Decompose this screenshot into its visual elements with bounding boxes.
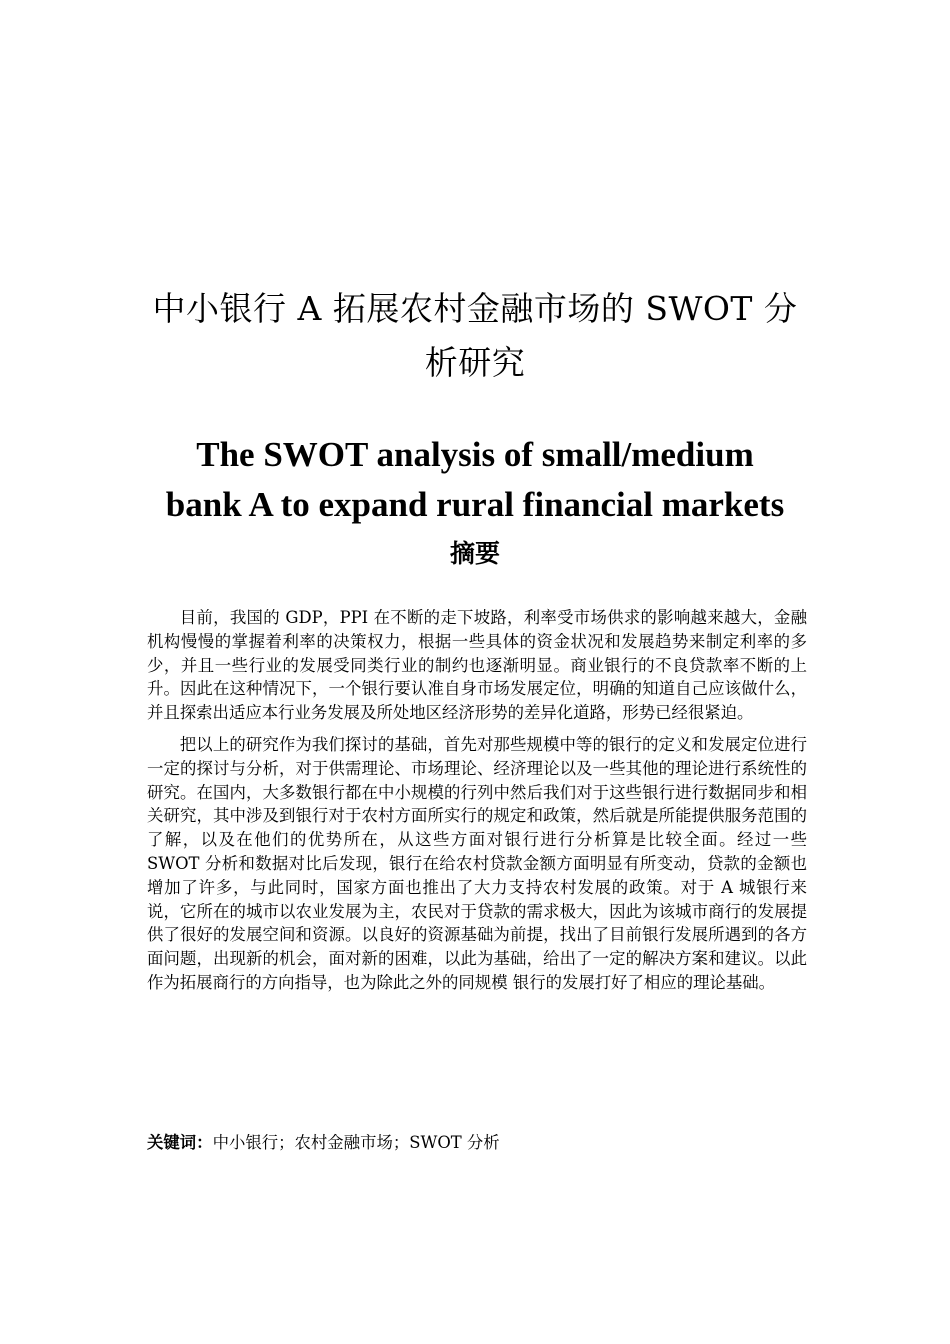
abstract-body (147, 606, 807, 1003)
keywords-line (147, 1130, 807, 1156)
english-title-line-2: bank A to expand rural financial markets (165, 485, 785, 524)
abstract-paragraph-1: 目前，我国的 GDP，PPI 在不断的走下坡路，利率受市场供求的影响越来越大，金融机构慢慢的掌握着利率的决策权力，根据一些具体的资金状况和发展趋势来制定利率的多少，并且一些行业的发展受同类行业的制约也逐渐明显。商业银行的不良贷款率不断的上升。因此在这种情况下，一个银行要认准自身市场发展定位，明确的知道自己应该做什么，并且探索出适应本行业务发展及所处地区经济形势的差异化道路，形势已经很紧迫。 (147, 608, 807, 723)
abstract-paragraph-2: 把以上的研究作为我们探讨的基础，首先对那些规模中等的银行的定义和发展定位进行一定的探讨与分析，对于供需理论、市场理论、经济理论以及一些其他的理论进行系统性的研究。在国内，大多数银行都在中小规模的行列中然后我们对于这些银行进行数据同步和相关研究，其中涉及到银行对于农村方面所实行的规定和政策，然后就是所能提供服务范围的了解，以及在他们的优势所在，从这些方面对银行进行分析算是比较全面。经过一些 SWOT 分析和数据对比后发现，银行在给农村贷款金额方面明显有所变动，贷款的金额也增加了许多，与此同时，国家方面也推出了大力支持农村发展的政策。对于 A 城银行来说，它所在的城市以农业发展为主，农民对于贷款的需求极大，因此为该城市商行的发展提供了很好的发展空间和资源。以良好的资源基础为前提，找出了目前银行发展所遇到的各方面问题，出现新的机会，面对新的困难，以此为基础，给出了一定的解决方案和建议。以此作为拓展商行的方向指导，也为除此之外的同规模 银行的发展打好了相应的理论基础。 (147, 734, 807, 992)
english-title-line-1: The SWOT analysis of small/medium (196, 435, 754, 474)
chinese-title-line-1: 中小银行 A 拓展农村金融市场的 SWOT 分 (152, 289, 798, 328)
abstract-heading: 摘要 (449, 539, 500, 568)
keywords-value: 中小银行；农村金融市场；SWOT 分析 (212, 1133, 500, 1152)
english-title (120, 430, 830, 530)
chinese-title (140, 282, 810, 390)
chinese-title-line-2: 析研究 (424, 343, 526, 382)
keywords-label: 关键词： (147, 1133, 213, 1152)
